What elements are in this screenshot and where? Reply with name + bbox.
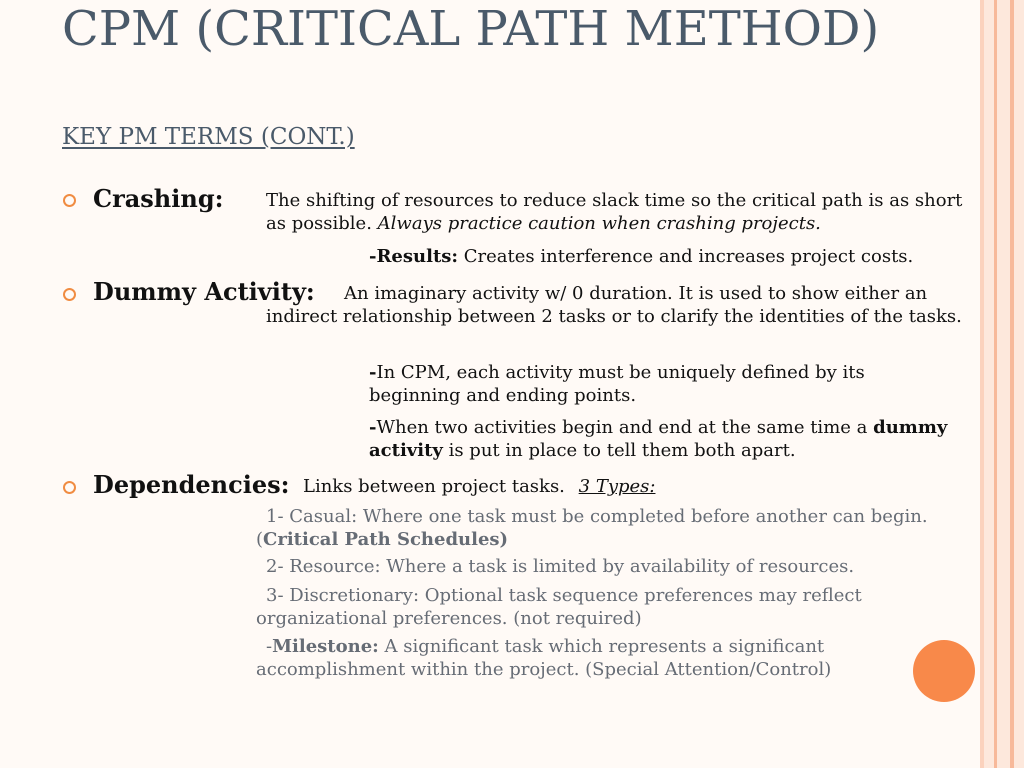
type-1-bold: Critical Path Schedules) xyxy=(263,529,509,550)
dummy-note-1 xyxy=(369,361,929,407)
crashing-definition xyxy=(266,189,966,235)
dependency-type-3 xyxy=(256,584,936,630)
dependency-type-2 xyxy=(256,555,936,578)
dummy-note-2-bold: dummy activity xyxy=(369,417,948,461)
type-1-text: 1- Casual: Where one task must be completed before another can begin. ( xyxy=(256,506,928,550)
decor-stripe-2 xyxy=(984,0,994,768)
dummy-definition xyxy=(266,282,966,328)
crashing-results xyxy=(369,245,969,268)
decor-stripe-6 xyxy=(1014,0,1024,768)
milestone-label: Milestone: xyxy=(272,636,379,657)
page-subtitle: KEY PM TERMS (CONT.) xyxy=(62,124,355,150)
decor-stripe-4 xyxy=(997,0,1010,768)
page-title: CPM (CRITICAL PATH METHOD) xyxy=(62,1,880,57)
milestone-item xyxy=(256,635,916,681)
term-dummy-activity: Dummy Activity: xyxy=(93,277,315,306)
dependencies-definition xyxy=(303,475,903,498)
dummy-note-1-dash: - xyxy=(369,362,377,383)
dummy-note-2-dash: - xyxy=(369,417,377,438)
milestone-text: A significant task which represents a significant accomplishment within the project. (Special Attention/Control) xyxy=(256,636,832,680)
type-2-text: 2- Resource: Where a task is limited by availability of resources. xyxy=(266,556,855,577)
dependency-type-1 xyxy=(256,505,936,551)
dummy-note-1-text: In CPM, each activity must be uniquely defined by its beginning and ending points. xyxy=(369,362,865,406)
dependencies-definition-text: Links between project tasks. xyxy=(303,476,565,497)
results-text: Creates interference and increases project costs. xyxy=(463,246,914,267)
crashing-caution: Always practice caution when crashing projects. xyxy=(377,213,821,234)
dependencies-types: 3 Types: xyxy=(578,476,656,497)
dummy-definition-text: An imaginary activity w/ 0 duration. It is used to show either an indirect relationship between 2 tasks or to clarify the identities of the tasks. xyxy=(266,283,962,327)
decor-circle xyxy=(913,640,975,702)
crashing-definition-text: The shifting of resources to reduce slack time so the critical path is as short as possible. xyxy=(266,190,963,234)
term-crashing: Crashing: xyxy=(93,184,224,213)
bullet-dependencies-icon xyxy=(63,481,76,494)
term-dependencies: Dependencies: xyxy=(93,470,290,499)
dummy-note-2-tail: is put in place to tell them both apart. xyxy=(448,440,796,461)
bullet-crashing-icon xyxy=(63,194,76,207)
results-label: -Results: xyxy=(369,246,459,267)
dummy-note-2-text: When two activities begin and end at the same time a xyxy=(376,417,868,438)
type-3-text: 3- Discretionary: Optional task sequence preferences may reflect organizational preferences. (not required) xyxy=(256,585,862,629)
milestone-dash: - xyxy=(266,636,273,657)
dummy-note-2 xyxy=(369,416,949,462)
bullet-dummy-icon xyxy=(63,288,76,301)
